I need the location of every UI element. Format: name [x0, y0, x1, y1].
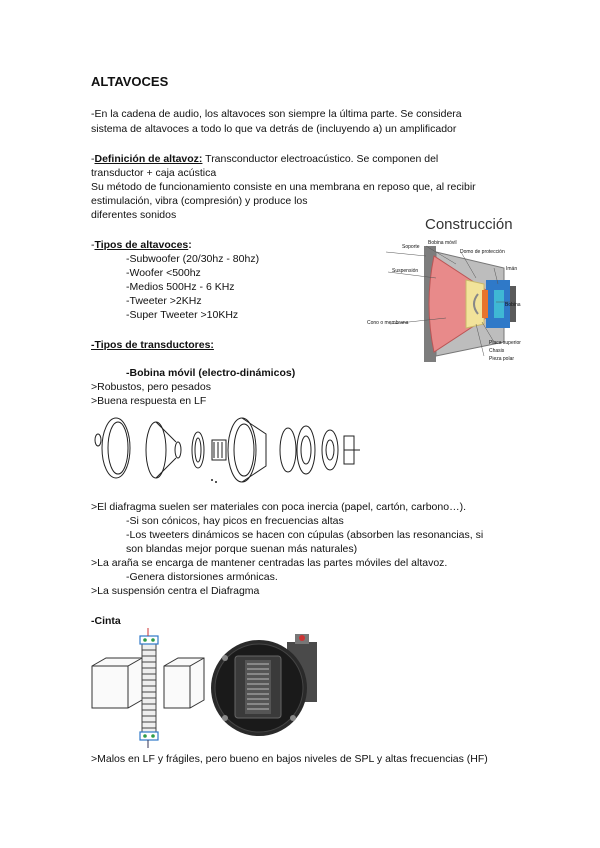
- ribbon-tweeter-illustration: [207, 628, 325, 744]
- type-item-woofer: -Woofer <500hz: [126, 267, 201, 279]
- definition-label: Definición de altavoz:: [94, 153, 203, 165]
- types-label: Tipos de altavoces: [94, 239, 189, 251]
- page-title: ALTAVOCES: [91, 74, 169, 89]
- label-placa: Placa superior: [489, 340, 521, 346]
- transducers-heading: [91, 338, 214, 352]
- diaphragm-line-2: -Si son cónicos, hay picos en frecuencias altas: [126, 515, 344, 527]
- types-heading: [91, 238, 192, 252]
- ribbon-line: >Malos en LF y frágiles, pero bueno en bajos niveles de SPL y altas frecuencias (HF): [91, 753, 488, 765]
- types-colon: :: [188, 239, 192, 251]
- speaker-pole-piece: [494, 290, 504, 318]
- exploded-speaker-diagram: [92, 410, 360, 490]
- diaphragm-line-1: >El diafragma suelen ser materiales con poca inercia (papel, cartón, carbono…).: [91, 501, 466, 513]
- types-bullet: -: [91, 239, 95, 251]
- type-item-subwoofer: -Subwoofer (20/30hz - 80hz): [126, 253, 260, 265]
- intro-line-2: sistema de altavoces a todo lo que va detrás de (incluyendo a) un amplificador: [91, 123, 457, 135]
- speaker-coil: [482, 290, 488, 318]
- label-chasis: Chasis: [489, 348, 505, 354]
- diaphragm-line-3: -Los tweeters dinámicos se hacen con cúpulas (absorben las resonancias, si: [126, 529, 484, 541]
- ribbon-heading: -Cinta: [91, 615, 121, 627]
- label-bobina-movil: Bobina móvil: [428, 240, 457, 246]
- label-pieza-polar: Pieza polar: [489, 356, 515, 362]
- type-item-tweeter: -Tweeter >2KHz: [126, 295, 202, 307]
- definition-line-4: estimulación, vibra (compresión) y produce los: [91, 195, 308, 207]
- diaphragm-line-4: son blandas mejor porque suenan más naturales): [126, 543, 358, 555]
- moving-coil-line-2: >Buena respuesta en LF: [91, 395, 207, 407]
- label-iman: Imán: [506, 266, 518, 272]
- definition-bullet: -: [91, 153, 95, 165]
- label-soporte: Soporte: [402, 244, 420, 250]
- definition-text: Transconductor electroacústico. Se componen del: [202, 153, 439, 165]
- label-domo: Domo de protección: [460, 249, 505, 255]
- definition-line-3: Su método de funcionamiento consiste en una membrana en reposo que, al recibir: [91, 181, 476, 193]
- transducers-bullet: -: [91, 339, 95, 351]
- type-item-super-tweeter: -Super Tweeter >10KHz: [126, 309, 239, 321]
- construction-title: Construcción: [425, 216, 513, 233]
- definition-line-2: transductor + caja acústica: [91, 167, 217, 179]
- transducers-label: Tipos de transductores:: [94, 339, 214, 351]
- diaphragm-line-7: >La suspensión centra el Diafragma: [91, 585, 260, 597]
- diaphragm-line-5: >La araña se encarga de mantener centradas las partes móviles del altavoz.: [91, 557, 448, 569]
- definition-line-5: diferentes sonidos: [91, 209, 177, 221]
- ribbon-schematic: [90, 628, 206, 748]
- diaphragm-line-6: -Genera distorsiones armónicas.: [126, 571, 278, 583]
- label-bobina: Bobina: [505, 302, 521, 308]
- label-cono: Cono o membrana: [367, 320, 409, 326]
- intro-line-1: -En la cadena de audio, los altavoces son siempre la última parte. Se considera: [91, 108, 462, 120]
- moving-coil-heading: -Bobina móvil (electro-dinámicos): [126, 367, 296, 379]
- type-item-medios: -Medios 500Hz - 6 KHz: [126, 281, 235, 293]
- definition-line-1: [91, 152, 438, 166]
- moving-coil-line-1: >Robustos, pero pesados: [91, 381, 211, 393]
- label-suspension: Suspensión: [392, 268, 419, 274]
